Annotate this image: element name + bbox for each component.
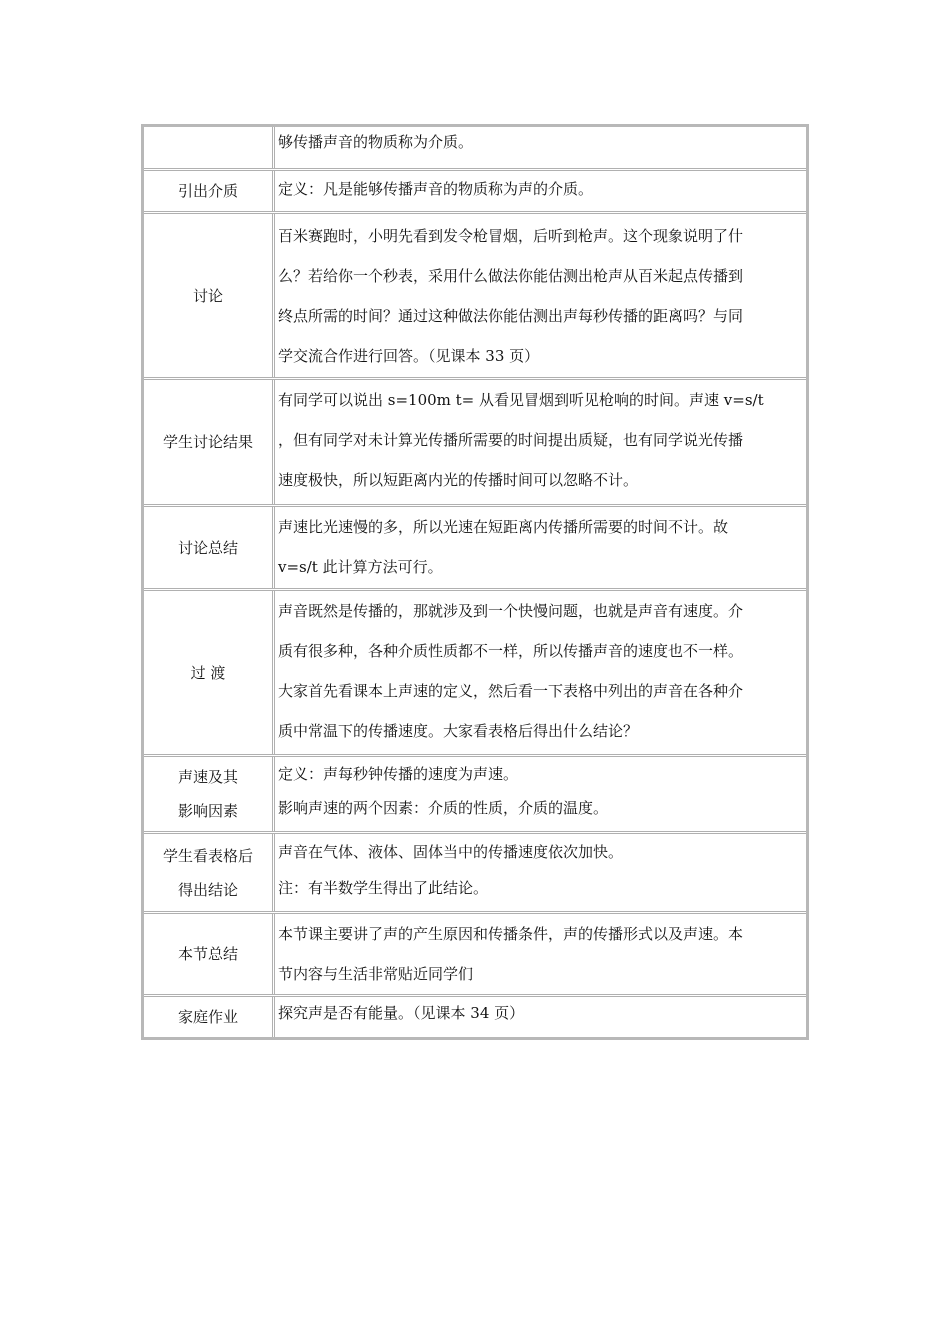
row-label-cell: [144, 997, 275, 1037]
content-line: 大家首先看课本上声速的定义，然后看一下表格中列出的声音在各种介: [278, 682, 744, 700]
content-line: 百米赛跑时，小明先看到发令枪冒烟，后听到枪声。这个现象说明了什: [278, 227, 744, 245]
content-line: 速度极快，所以短距离内光的传播时间可以忽略不计。: [278, 471, 639, 489]
row-label-cell: [144, 171, 275, 211]
row-label: 家庭作业: [177, 1008, 238, 1026]
content-line: ，但有同学对未计算光传播所需要的时间提出质疑，也有同学说光传播: [278, 431, 744, 449]
row-content-cell: [275, 591, 806, 754]
content-line: 么？若给你一个秒表，采用什么做法你能估测出枪声从百米起点传播到: [278, 267, 744, 285]
content-line: 注：有半数学生得出了此结论。: [278, 879, 489, 897]
content-line: 定义：凡是能够传播声音的物质称为声的介质。: [278, 180, 594, 198]
content-line: 有同学可以说出 s=100m t= 从看见冒烟到听见枪响的时间。声速 v=s/t: [278, 391, 764, 409]
row-label-line: 影响因素: [177, 802, 238, 820]
row-label-cell: [144, 591, 275, 754]
table-row: [144, 507, 806, 591]
table-row: [144, 914, 806, 997]
content-line: 本节课主要讲了声的产生原因和传播条件，声的传播形式以及声速。本: [278, 925, 744, 943]
content-line: 够传播声音的物质称为介质。: [278, 133, 474, 151]
row-content-cell: [275, 214, 806, 377]
content-line: 声音在气体、液体、固体当中的传播速度依次加快。: [278, 843, 624, 861]
row-label: 学生讨论结果: [162, 433, 253, 451]
lesson-plan-table: [141, 124, 809, 1040]
content-line: 定义：声每秒钟传播的速度为声速。: [278, 765, 519, 783]
row-label: 引出介质: [177, 182, 238, 200]
table-row: [144, 997, 806, 1037]
table-row: [144, 591, 806, 757]
table-row: [144, 171, 806, 214]
content-line: 学交流合作进行回答。（见课本 33 页）: [278, 347, 540, 365]
row-label: 讨论: [192, 286, 223, 305]
row-label-cell: [144, 127, 275, 168]
row-label-cell: [144, 834, 275, 911]
content-line: 声音既然是传播的，那就涉及到一个快慢问题，也就是声音有速度。介: [278, 602, 744, 620]
row-content-cell: [275, 127, 806, 168]
row-label-line: 学生看表格后: [162, 846, 253, 865]
row-label-cell: [144, 380, 275, 504]
content-line: v=s/t 此计算方法可行。: [278, 558, 443, 576]
row-label-cell: [144, 757, 275, 831]
row-label-cell: [144, 507, 275, 588]
row-content-cell: [275, 757, 806, 831]
row-label-line: 声速及其: [177, 768, 238, 786]
table-row: [144, 757, 806, 834]
row-content-cell: [275, 507, 806, 588]
content-line: 终点所需的时间？通过这种做法你能估测出声每秒传播的距离吗？与同: [278, 307, 744, 325]
content-line: 声速比光速慢的多，所以光速在短距离内传播所需要的时间不计。故: [278, 518, 729, 536]
content-line: 节内容与生活非常贴近同学们: [278, 965, 474, 983]
table-row: [144, 214, 806, 380]
table-row: [144, 127, 806, 171]
row-content-cell: [275, 380, 806, 504]
content-line: 质中常温下的传播速度。大家看表格后得出什么结论？: [278, 722, 639, 740]
row-content-cell: [275, 834, 806, 911]
row-label: 本节总结: [177, 945, 238, 963]
content-line: 影响声速的两个因素：介质的性质，介质的温度。: [278, 799, 609, 817]
row-label-cell: [144, 914, 275, 994]
content-line: 质有很多种，各种介质性质都不一样，所以传播声音的速度也不一样。: [278, 642, 744, 660]
table-row: [144, 834, 806, 914]
row-content-cell: [275, 914, 806, 994]
row-label-cell: [144, 214, 275, 377]
content-line: 探究声是否有能量。（见课本 34 页）: [278, 1004, 525, 1022]
table-row: [144, 380, 806, 507]
row-label: 讨论总结: [177, 538, 238, 557]
row-content-cell: [275, 171, 806, 211]
row-label-line: 得出结论: [177, 880, 238, 899]
row-label: 过 渡: [190, 663, 226, 682]
row-content-cell: [275, 997, 806, 1037]
